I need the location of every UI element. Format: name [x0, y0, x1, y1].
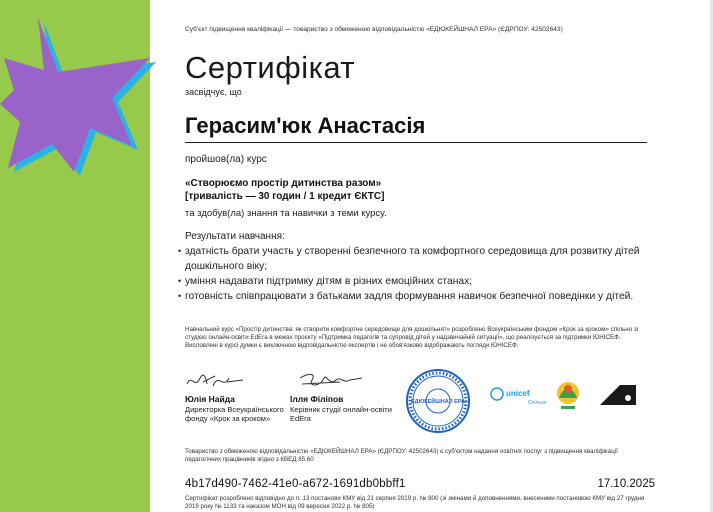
- signer-name: Юлія Найда: [185, 394, 235, 404]
- step-by-step-fund-logo: [553, 378, 583, 417]
- result-item: • уміння надавати підтримку дітям в різних емоційних станах;: [178, 276, 473, 287]
- certificate-title: Сертифікат: [185, 50, 356, 85]
- issuer-line: Суб'єкт підвищення кваліфікації — товариство з обмеженою відповідальністю «ЕДЮКЕЙШНАЛ ЕРА» (ЄДРПОУ: 42502643): [185, 26, 563, 33]
- result-item: • здатність брати участь у створенні безпечного та комфортного середовища для розвитку дітей дошкільного віку;: [178, 246, 640, 272]
- result-item: • готовність співпрацювати з батьками задля формування навичок безпечної поведінки у дітей.: [178, 291, 634, 302]
- signature-icon: [290, 370, 370, 392]
- name-underline: [185, 142, 647, 143]
- edera-icon: [600, 385, 636, 405]
- stamp-text: ЕДЮКЕЙШНАЛ ЕРА: [411, 399, 465, 405]
- signer-name: Ілля Філіпов: [290, 394, 344, 404]
- official-stamp: [405, 368, 471, 439]
- footer-note: Сертифікат розроблено відповідно до п. 13 постанови КМУ від 21 серпня 2019 р. № 800 (зі змінами й доповненнями, внесеними постановою КМУ від 27 грудня 2019 року № 1133 та наказом МОН від 09 вересня 2022 р. № 805): [185, 495, 645, 510]
- bullet-icon: •: [178, 291, 182, 301]
- course-title: «Створюємо простір дитинства разом»: [185, 178, 382, 189]
- unicef-logo: [488, 384, 547, 411]
- certifies-text: засвідчує, що: [185, 87, 242, 97]
- certificate-serial: 4b17d490-7462-41e0-a672-1691db0bbff1: [185, 478, 406, 490]
- signature-icon: [185, 370, 255, 392]
- decorative-green-band: [0, 0, 150, 512]
- stamp-icon: [405, 368, 471, 434]
- course-description: Навчальний курс «Простір дитинства: як створити комфортне середовище для дошкільнят» розроблено Всеукраїнським фондом «Крок за кроком» спільно зі студією онлайн-освіти EdEra в межах проєкту «Підтримка педагогів та супровід дітей у надзвичайній ситуації», що реалізується за підтримки ЮНІСЕФ. Висловлені в курсі думки є виключною відповідальністю експертів і не обов'язково відображають погляди ЮНІСЕФ.: [185, 326, 639, 349]
- passed-course-text: пройшов(ла) курс: [185, 154, 267, 165]
- course-duration: [тривалість — 30 годин / 1 кредит ЄКТС]: [185, 191, 385, 202]
- unicef-sub: Спільно: [528, 400, 547, 406]
- results-list: [178, 244, 655, 304]
- recipient-name: Герасим'юк Анастасія: [185, 113, 426, 138]
- certificate-content: [178, 0, 655, 512]
- signer-role: Керівник студії онлайн-освіти EdEra: [290, 405, 392, 423]
- certificate-date: 17.10.2025: [597, 478, 655, 490]
- acquired-text: та здобув(ла) знання та навички з теми курсу.: [185, 208, 387, 219]
- results-title: Результати навчання:: [185, 231, 285, 242]
- star-decoration-icon: [0, 0, 150, 512]
- edera-logo: [600, 385, 636, 410]
- legal-note: Товариство з обмеженою відповідальністю «ЕДЮКЕЙШНАЛ ЕРА» (ЄДРПОУ: 42502643) є суб'єктом надання освітніх послуг з підвищення кваліфікації педагогічних працівників згідно з КВЕД 85.60: [185, 448, 618, 463]
- unicef-icon: [488, 384, 547, 406]
- unicef-wordmark: unicef: [506, 389, 530, 398]
- signer-role: Директорка Всеукраїнського фонду «Крок за кроком»: [185, 405, 284, 423]
- signer-filipov: [290, 370, 400, 423]
- bullet-icon: •: [178, 246, 182, 256]
- bullet-icon: •: [178, 276, 182, 286]
- fund-icon: [553, 378, 583, 412]
- signer-naida: [185, 370, 295, 423]
